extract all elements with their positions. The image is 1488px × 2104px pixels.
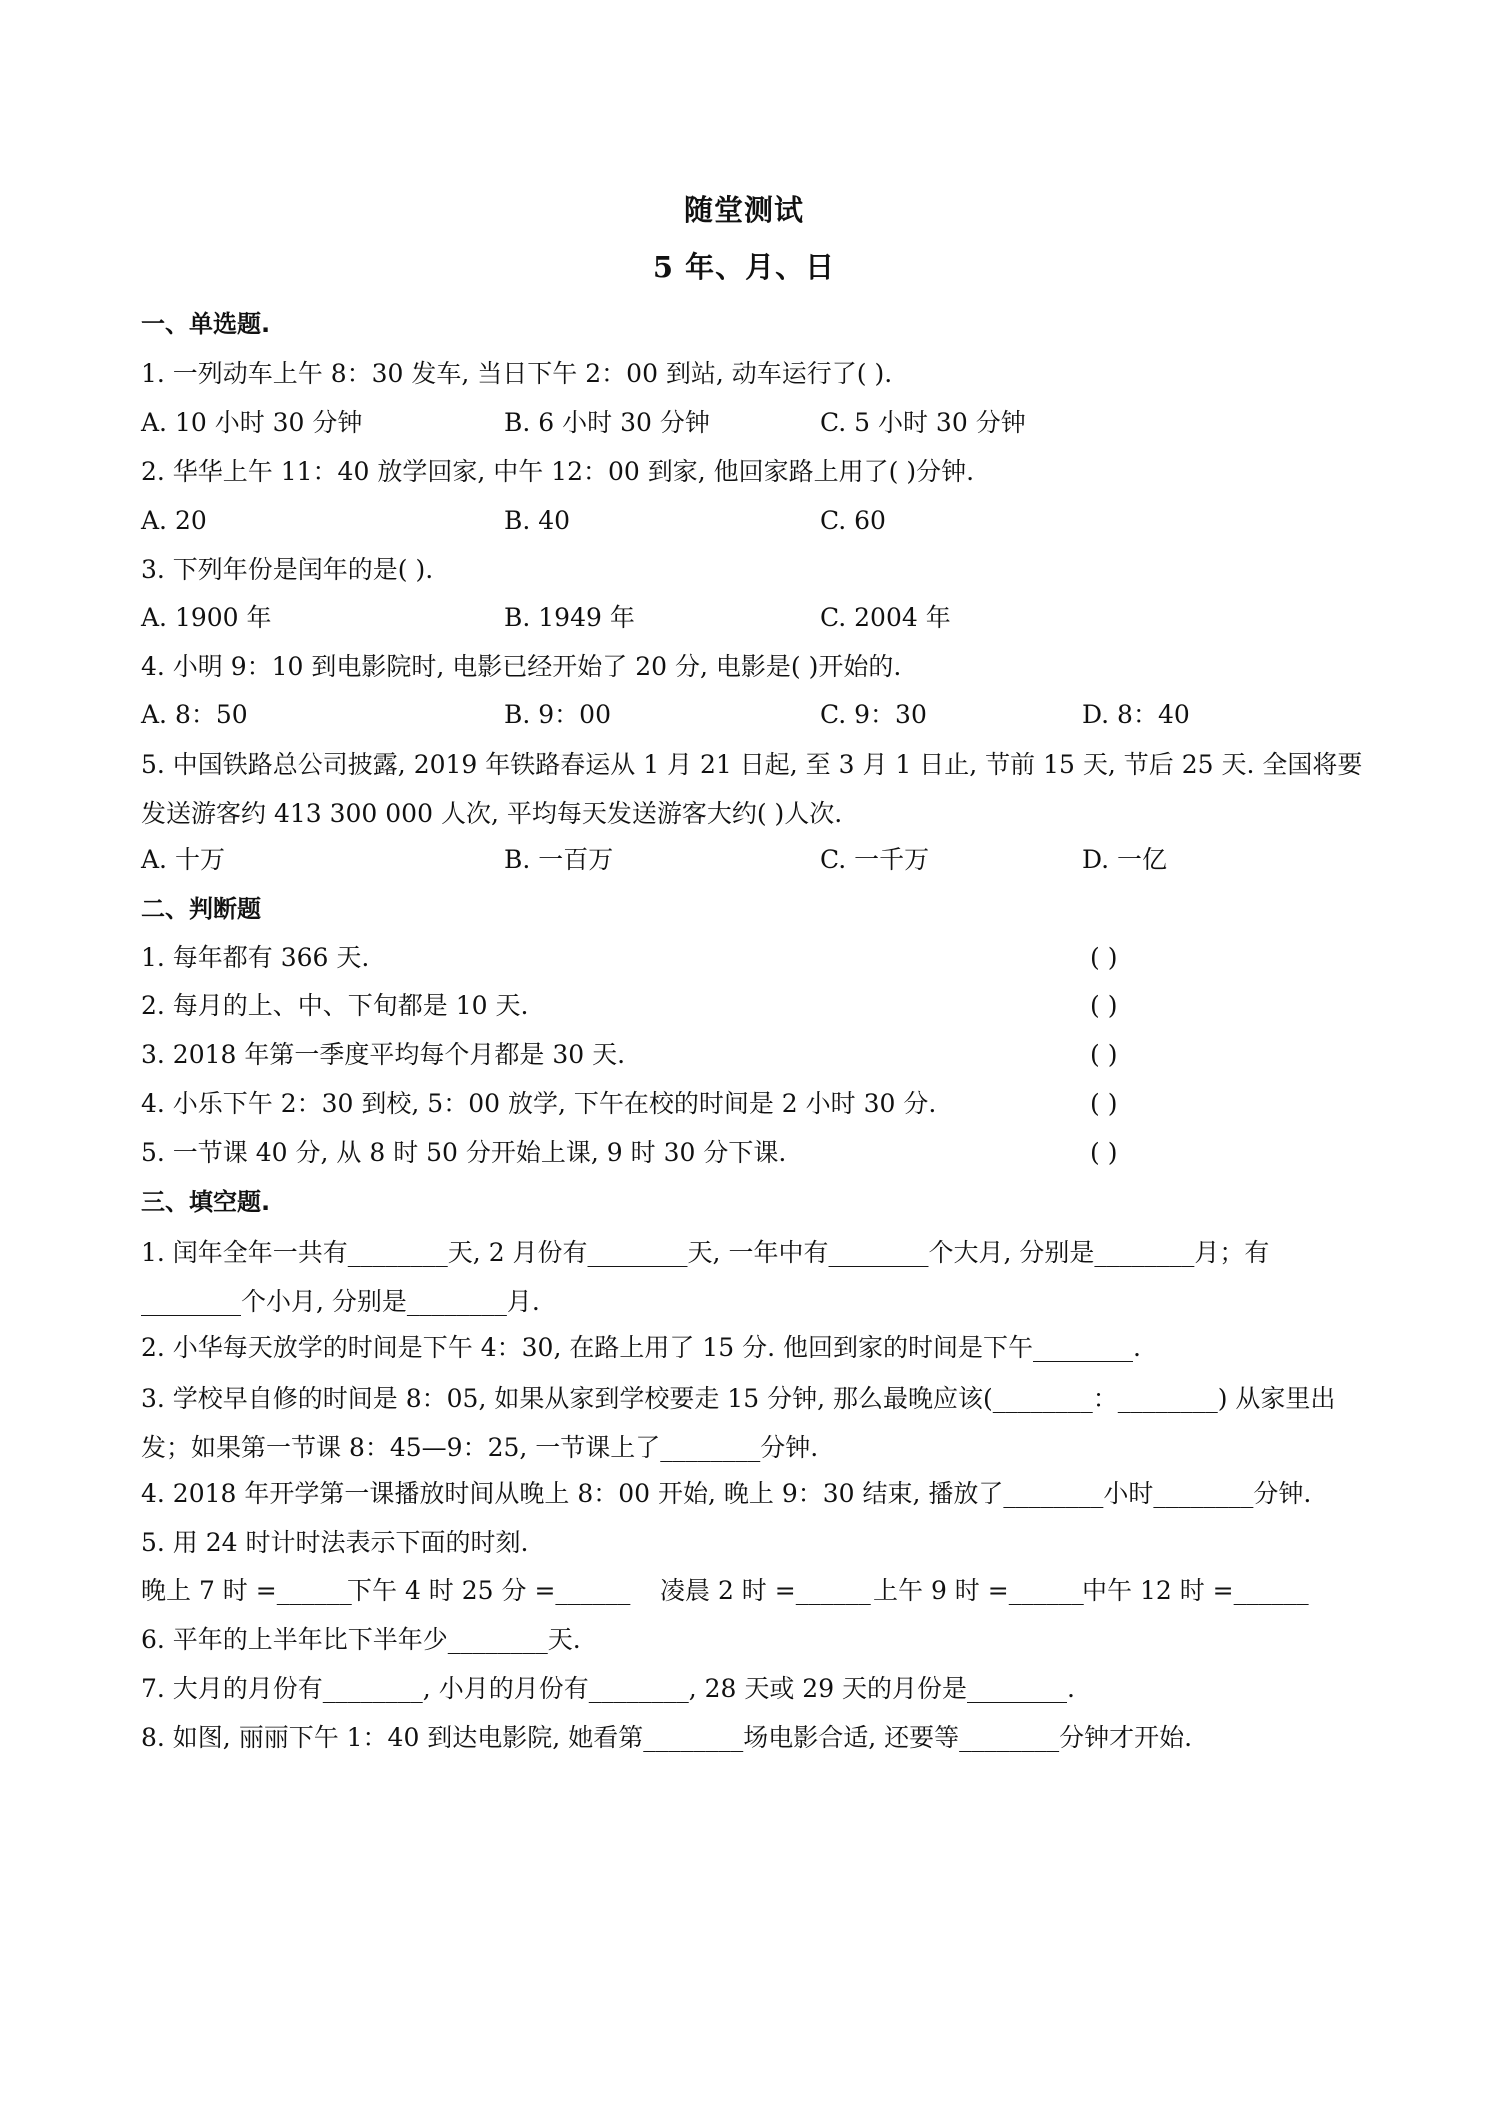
answer-paren: ( ) bbox=[1090, 1040, 1118, 1069]
time-conversion-item: 下午 4 时 25 分 =______ bbox=[347, 1576, 631, 1605]
option-c: C. 9：30 bbox=[820, 700, 927, 729]
option-c: C. 60 bbox=[820, 506, 886, 535]
fill-question: 3. 学校早自修的时间是 8：05, 如果从家到学校要走 15 分钟, 那么最晚应该(________：________) 从家里出发；如果第一节课 8：45—9：25, 一节课上了________分钟. bbox=[141, 1384, 1336, 1462]
judgement-item: 1. 每年都有 366 天. bbox=[141, 943, 370, 972]
option-c: C. 2004 年 bbox=[820, 603, 951, 632]
section-heading-fill-blank: 三、填空题. bbox=[141, 1188, 271, 1216]
answer-paren: ( ) bbox=[1090, 991, 1118, 1020]
option-a: A. 8：50 bbox=[141, 700, 248, 729]
option-b: B. 9：00 bbox=[504, 700, 611, 729]
fill-question: 1. 闰年全年一共有________天, 2 月份有________天, 一年中有________个大月, 分别是________月；有________个小月, 分别是________月. bbox=[141, 1238, 1270, 1316]
answer-paren: ( ) bbox=[1090, 1138, 1118, 1167]
section-heading-single-choice: 一、单选题. bbox=[141, 310, 271, 338]
question-text: 2. 华华上午 11：40 放学回家, 中午 12：00 到家, 他回家路上用了( )分钟. bbox=[141, 457, 975, 486]
answer-paren: ( ) bbox=[1090, 943, 1118, 972]
option-a: A. 1900 年 bbox=[141, 603, 272, 632]
option-c: C. 一千万 bbox=[820, 845, 930, 874]
option-b: B. 6 小时 30 分钟 bbox=[504, 408, 710, 437]
fill-question: 8. 如图, 丽丽下午 1：40 到达电影院, 她看第________场电影合适, 还要等________分钟才开始. bbox=[141, 1723, 1193, 1752]
question-text: 4. 小明 9：10 到电影院时, 电影已经开始了 20 分, 电影是( )开始的. bbox=[141, 652, 902, 681]
option-a: A. 十万 bbox=[141, 845, 225, 874]
judgement-item: 5. 一节课 40 分, 从 8 时 50 分开始上课, 9 时 30 分下课. bbox=[141, 1138, 787, 1167]
option-c: C. 5 小时 30 分钟 bbox=[820, 408, 1026, 437]
option-b: B. 一百万 bbox=[504, 845, 614, 874]
fill-question: 7. 大月的月份有________, 小月的月份有________, 28 天或 29 天的月份是________. bbox=[141, 1674, 1075, 1703]
judgement-item: 4. 小乐下午 2：30 到校, 5：00 放学, 下午在校的时间是 2 小时 30 分. bbox=[141, 1089, 937, 1118]
time-conversion-item: 凌晨 2 时 =______ bbox=[660, 1576, 871, 1605]
question-text: 3. 下列年份是闰年的是( ). bbox=[141, 555, 434, 584]
time-conversion-item: 晚上 7 时 =______ bbox=[141, 1576, 352, 1605]
option-a: A. 20 bbox=[141, 506, 207, 535]
fill-question: 2. 小华每天放学的时间是下午 4：30, 在路上用了 15 分. 他回到家的时间是下午________. bbox=[141, 1333, 1141, 1362]
option-b: B. 1949 年 bbox=[504, 603, 635, 632]
fill-question: 4. 2018 年开学第一课播放时间从晚上 8：00 开始, 晚上 9：30 结束, 播放了________小时________分钟. bbox=[141, 1479, 1312, 1508]
time-conversion-item: 上午 9 时 =______ bbox=[873, 1576, 1084, 1605]
answer-paren: ( ) bbox=[1090, 1089, 1118, 1118]
option-b: B. 40 bbox=[504, 506, 571, 535]
option-d: D. 8：40 bbox=[1082, 700, 1190, 729]
time-conversion-item: 中午 12 时 =______ bbox=[1082, 1576, 1309, 1605]
question-text: 5. 中国铁路总公司披露, 2019 年铁路春运从 1 月 21 日起, 至 3 月 1 日止, 节前 15 天, 节后 25 天. 全国将要发送游客约 413 300 000 人次, 平均每天发送游客大约( )人次. bbox=[141, 750, 1363, 828]
page-subtitle: 5 年、月、日 bbox=[652, 250, 836, 284]
option-d: D. 一亿 bbox=[1082, 845, 1168, 874]
judgement-item: 3. 2018 年第一季度平均每个月都是 30 天. bbox=[141, 1040, 626, 1069]
judgement-item: 2. 每月的上、中、下旬都是 10 天. bbox=[141, 991, 529, 1020]
fill-question: 6. 平年的上半年比下半年少________天. bbox=[141, 1625, 581, 1654]
option-a: A. 10 小时 30 分钟 bbox=[141, 408, 363, 437]
fill-question: 5. 用 24 时计时法表示下面的时刻. bbox=[141, 1528, 529, 1557]
page-title: 随堂测试 bbox=[683, 193, 804, 227]
question-text: 1. 一列动车上午 8：30 发车, 当日下午 2：00 到站, 动车运行了( ). bbox=[141, 359, 893, 388]
section-heading-true-false: 二、判断题 bbox=[141, 895, 261, 923]
